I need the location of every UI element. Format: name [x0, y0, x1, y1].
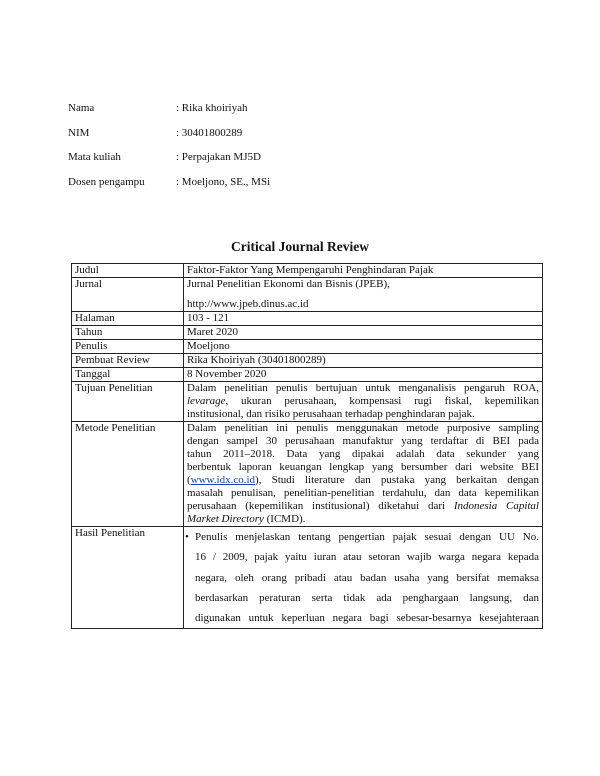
text-line: Penulis menjelaskan tentang pengertian pajak sesuai dengan UU No. — [195, 531, 539, 543]
page-title: Critical Journal Review — [231, 239, 369, 254]
text-line: 16 / 2009, pajak yaitu iuran atau setoran wajib warga negara kepada — [195, 551, 539, 564]
info-row-mata-kuliah — [68, 145, 270, 170]
text-span: ( — [187, 474, 191, 486]
row-label: Hasil Penelitian — [72, 527, 184, 629]
text-line — [187, 513, 539, 526]
row-label: Pembuat Review — [72, 354, 184, 368]
row-value: Faktor-Faktor Yang Mempengaruhi Penghindaran Pajak — [184, 264, 543, 278]
text-line: berdasarkan peraturan serta tidak ada penghargaan langsung, dan — [195, 591, 539, 604]
row-label: Tujuan Penelitian — [72, 382, 184, 422]
emphasis: Market Directory — [187, 513, 264, 525]
text-line: Dalam penelitian penulis bertujuan untuk menganalisis pengaruh ROA, — [187, 382, 539, 394]
text-line — [187, 500, 539, 513]
table-row-tahun — [72, 326, 543, 340]
row-value — [184, 382, 543, 422]
info-value: : Moeljono, SE., MSi — [176, 175, 271, 188]
text-span: ), Studi literature dan pustaka yang berkaitan dengan — [255, 474, 539, 486]
info-label: Dosen pengampu — [68, 175, 145, 188]
emphasis: levarage — [187, 395, 226, 407]
table-row-tujuan — [72, 382, 543, 422]
info-value: : Rika khoiriyah — [176, 102, 248, 115]
table-row-tanggal — [72, 368, 543, 382]
text-span: (ICMD). — [263, 513, 306, 525]
table-row-judul — [72, 264, 543, 278]
row-label: Metode Penelitian — [72, 422, 184, 527]
row-value: Rika Khoiriyah (30401800289) — [184, 354, 543, 368]
table-row-pembuat-review — [72, 354, 543, 368]
row-label: Penulis — [72, 340, 184, 354]
list-item — [185, 527, 539, 628]
table-row-hasil — [72, 527, 543, 629]
table-row-jurnal — [72, 278, 543, 312]
info-label: Nama — [68, 102, 95, 115]
info-label: Mata kuliah — [68, 151, 121, 164]
text-span: , ukuran perusahaan, kompensasi rugi fiskal, kepemilikan — [225, 395, 539, 407]
table-row-metode — [72, 422, 543, 527]
table-row-penulis — [72, 340, 543, 354]
table-row-halaman — [72, 312, 543, 326]
row-label: Jurnal — [72, 278, 184, 312]
text-line: dengan sampel 30 perusahaan manufaktur yang terdaftar di BEI pada — [187, 435, 539, 447]
row-label: Tahun — [72, 326, 184, 340]
text-line: Dalam penelitian ini penulis menggunakan metode purposive sampling — [187, 422, 539, 434]
info-value: : 30401800289 — [176, 126, 243, 139]
bullet-list — [185, 527, 539, 628]
row-label: Judul — [72, 264, 184, 278]
bullet-icon: • — [185, 531, 189, 543]
row-value: Maret 2020 — [184, 326, 543, 340]
text-line — [187, 395, 539, 408]
info-row-nim — [68, 121, 270, 146]
row-label: Halaman — [72, 312, 184, 326]
row-value: Moeljono — [184, 340, 543, 354]
journal-name: Jurnal Penelitian Ekonomi dan Bisnis (JPEB), — [187, 278, 390, 290]
row-value: 103 - 121 — [184, 312, 543, 326]
text-line: tahun 2011–2018. Data yang dipakai adalah data sekunder yang — [187, 448, 539, 460]
student-info — [68, 96, 270, 194]
info-row-dosen — [68, 170, 270, 195]
info-row-nama — [68, 96, 270, 121]
row-value — [184, 527, 543, 629]
emphasis: Indonesia Capital — [453, 500, 539, 512]
info-value: : Perpajakan MJ5D — [176, 151, 261, 164]
row-value — [184, 278, 543, 312]
idx-link[interactable]: www.idx.co.id — [190, 474, 256, 486]
row-label: Tanggal — [72, 368, 184, 382]
row-value — [184, 422, 543, 527]
list-item-text — [195, 527, 539, 628]
text-line: berbentuk laporan keuangan lengkap yang bersumber dari website BEI — [187, 461, 539, 473]
row-value: 8 November 2020 — [184, 368, 543, 382]
text-line: institusional, dan risiko perusahaan terhadap penghindaran pajak. — [187, 408, 475, 420]
text-line: negara, oleh orang pribadi atau badan usaha yang bersifat memaksa — [195, 571, 539, 584]
journal-url: http://www.jpeb.dinus.ac.id — [187, 298, 309, 310]
info-label: NIM — [68, 126, 90, 139]
text-line: digunakan untuk keperluan negara bagi sebesar-besarnya kesejahteraan — [195, 612, 539, 625]
text-line: masalah penulisan, penelitian-penelitian terdahulu, dan data kepemilikan — [187, 487, 539, 499]
text-span: perusahaan (kepemilikan institusional) diketahui dari — [187, 500, 454, 512]
text-line — [187, 474, 539, 487]
review-table — [71, 263, 543, 629]
